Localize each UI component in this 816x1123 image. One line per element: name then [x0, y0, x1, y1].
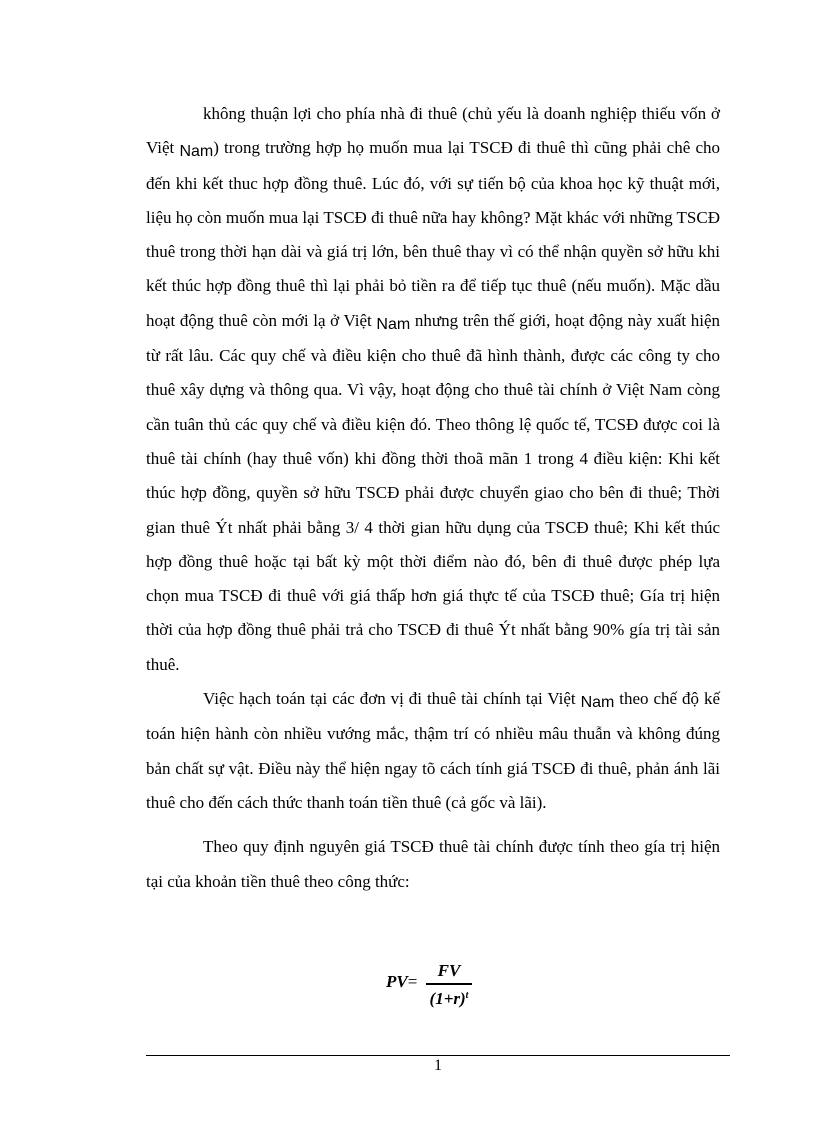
formula-numerator: FV — [437, 961, 461, 980]
fraction-bar — [426, 983, 472, 985]
formula-lhs: PV= — [386, 972, 418, 991]
document-body — [146, 97, 720, 899]
present-value-formula — [386, 962, 476, 1012]
paragraph-1: không thuận lợi cho phía nhà đi thuê (chủ yếu là doanh nghiệp thiếu vốn ở Việt Nam) trong trường hợp họ muốn mua lại TSCĐ đi thuê thì cũng phải chê cho đến khi kết thuc hợp đồng thuê. Lúc đó, với sự tiến bộ của khoa học kỹ thuật mới, liệu họ còn muốn mua lại TSCĐ đi thuê nữa hay không? Mặt khác với những TSCĐ thuê trong thời hạn dài và giá trị lớn, bên thuê thay vì có thể nhận quyền sở hữu khi kết thúc hợp đồng thuê thì lại phải bỏ tiền ra để tiếp tục thuê (nếu muốn). Mặc dầu hoạt động thuê còn mới lạ ở Việt Nam nhưng trên thế giới, hoạt động này xuất hiện từ rất lâu. Các quy chế và điều kiện cho thuê đã hình thành, được các công ty cho thuê xây dựng và thông qua. Vì vậy, hoạt động cho thuê tài chính ở Việt Nam còng cần tuân thủ các quy chế và điều kiện đó. Theo thông lệ quốc tế, TCSĐ được coi là thuê tài chính (hay thuê vốn) khi đồng thời thoã mãn 1 trong 4 điều kiện: Khi kết thúc hợp đồng, quyền sở hữu TSCĐ phải được chuyển giao cho bên đi thuê; Thời gian thuê Ýt nhất phải bằng 3/ 4 thời gian hữu dụng của TSCĐ thuê; Khi kết thúc hợp đồng thuê hoặc tại bất kỳ một thời điểm nào đó, bên đi thuê được phép lựa chọn mua TSCĐ đi thuê với giá thấp hơn giá thực tế của TSCĐ thuê; Gía trị hiện thời của hợp đồng thuê phải trả cho TSCĐ đi thuê Ýt nhất bằng 90% gía trị tài sản thuê. — [146, 104, 721, 674]
footer-divider — [146, 1055, 730, 1056]
page-number: 1 — [434, 1057, 442, 1074]
paragraph-2: Việc hạch toán tại các đơn vị đi thuê tài chính tại Việt Nam theo chế độ kế toán hiện hành còn nhiều vướng mắc, thậm trí có nhiều mâu thuẫn và không đúng bản chất sự vật. Điều này thể hiện ngay tõ cách tính giá TSCĐ đi thuê, phản ánh lãi thuê cho đến cách thức thanh toán tiền thuê (cả gốc và lãi). — [146, 689, 720, 812]
formula-denominator: $(1+r)^t$ — [429, 989, 469, 1008]
paragraph-3: Theo quy định nguyên giá TSCĐ thuê tài chính được tính theo gía trị hiện tại của khoản tiền thuê theo công thức: — [146, 837, 720, 891]
